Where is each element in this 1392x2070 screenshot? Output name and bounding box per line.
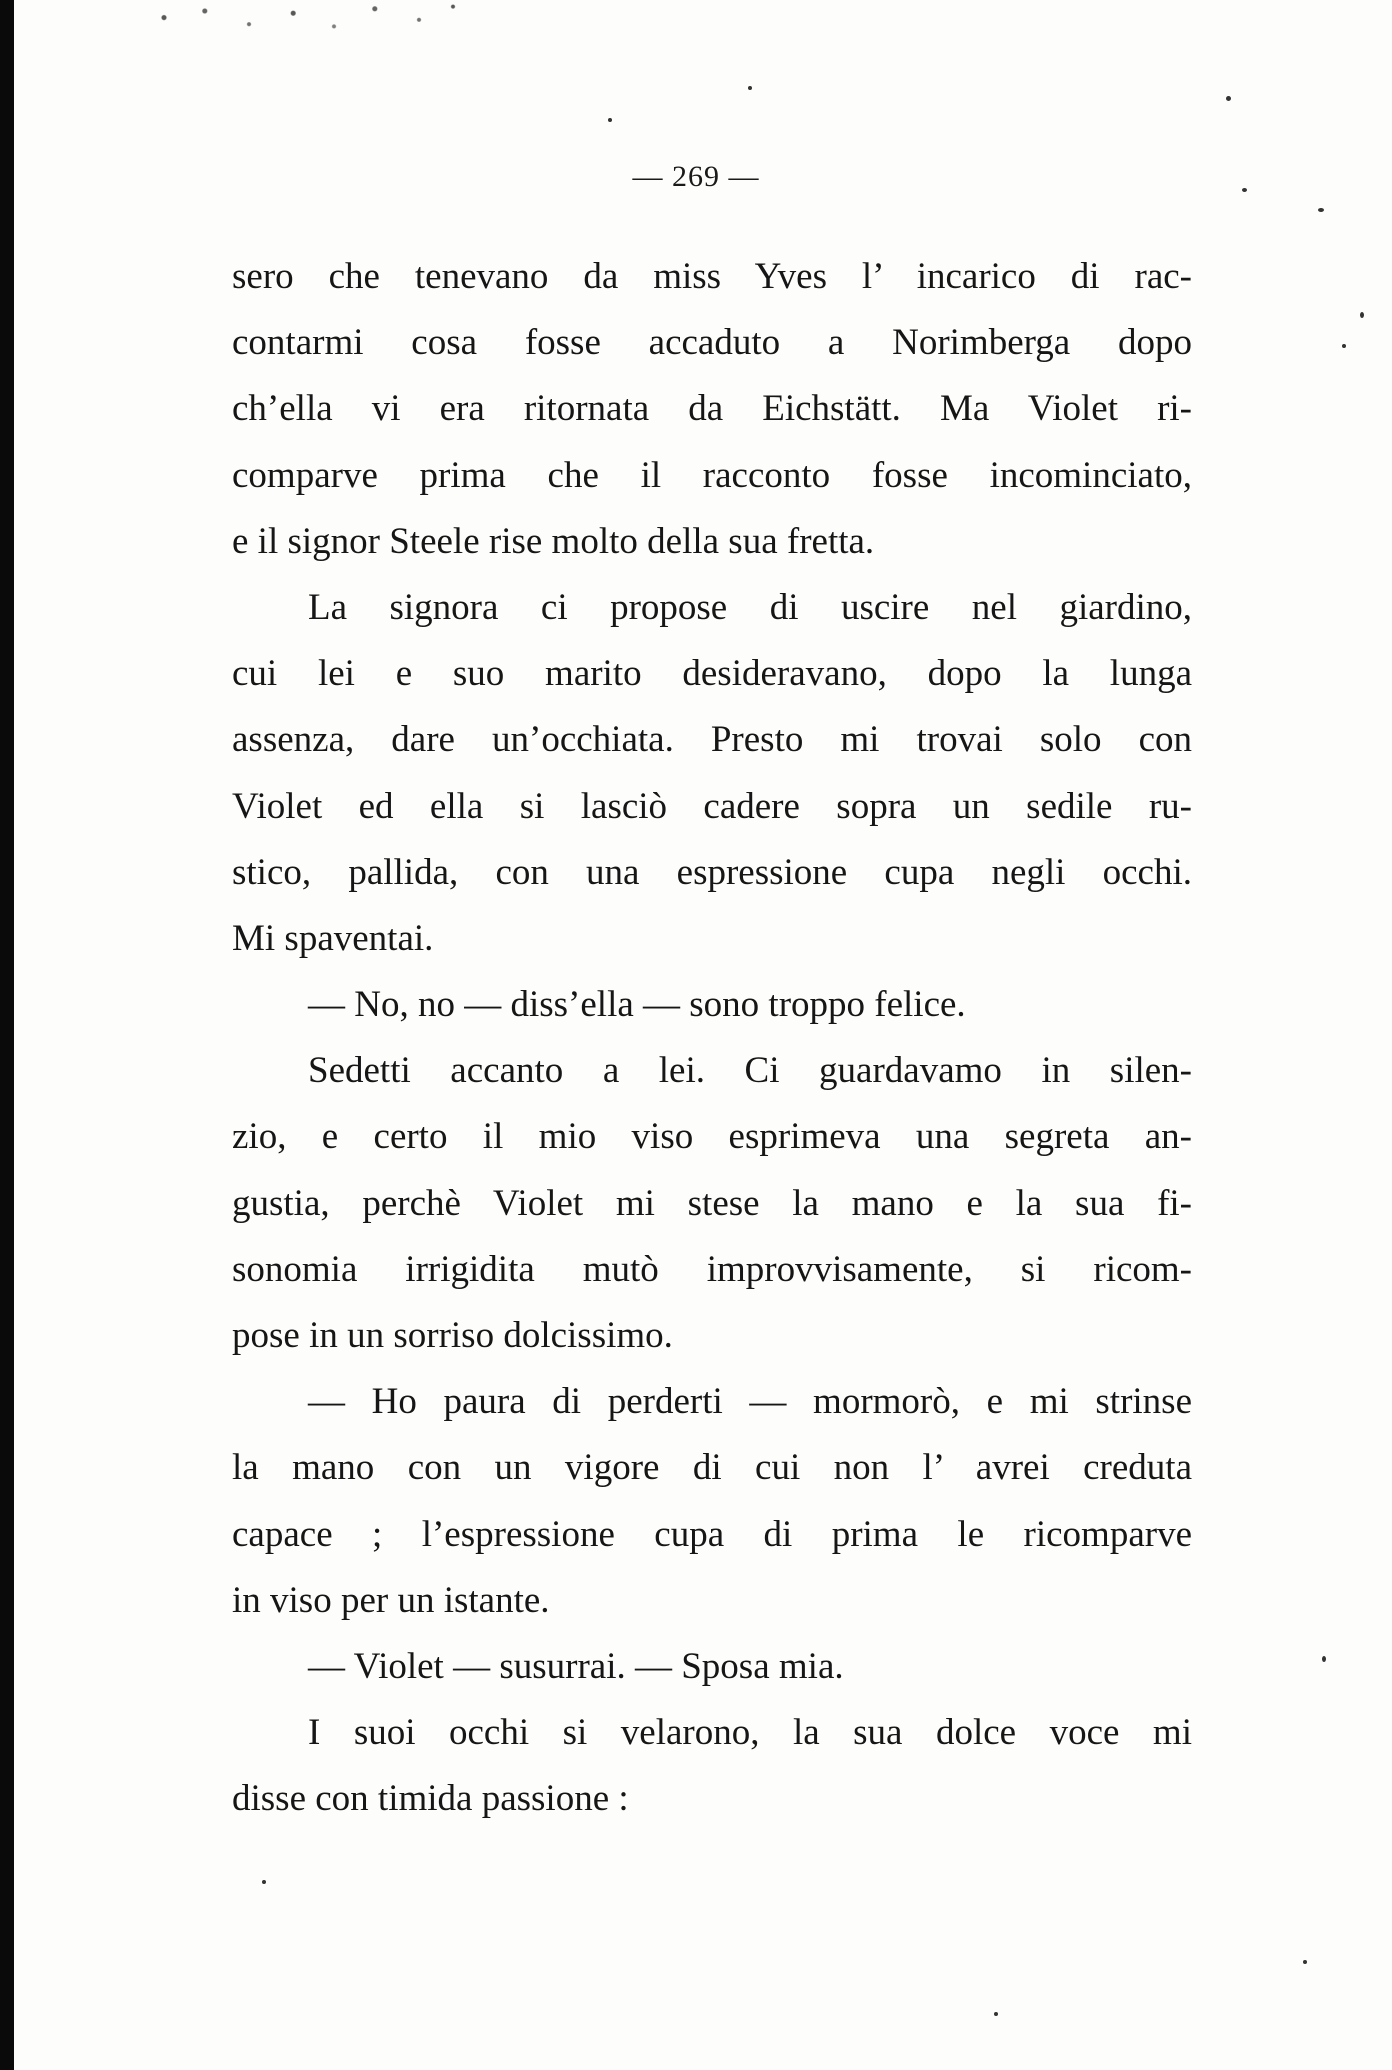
text-line: la mano con un vigore di cui non l’ avrei creduta <box>232 1447 1192 1489</box>
print-speck <box>608 118 612 122</box>
body-text <box>232 244 1192 1833</box>
text-line: assenza, dare un’occhiata. Presto mi trovai solo con <box>232 719 1192 761</box>
print-speck <box>1318 208 1324 212</box>
text-line: e il signor Steele rise molto della sua fretta. <box>232 520 875 562</box>
print-speck <box>1226 96 1231 101</box>
text-line: — No, no — diss’ella — sono troppo felice. <box>308 984 966 1026</box>
text-line: — Ho paura di perderti — mormorò, e mi strinse <box>308 1381 1192 1423</box>
print-speck <box>1322 1656 1326 1662</box>
text-line: in viso per un istante. <box>232 1579 550 1621</box>
print-speck <box>1303 1960 1307 1964</box>
print-speck <box>748 86 752 90</box>
text-line: — Violet — susurrai. — Sposa mia. <box>308 1645 844 1687</box>
text-line: disse con timida passione : <box>232 1778 629 1820</box>
text-line: stico, pallida, con una espressione cupa negli occhi. <box>232 851 1192 893</box>
text-line: cui lei e suo marito desideravano, dopo la lunga <box>232 653 1192 695</box>
text-line: I suoi occhi si velarono, la sua dolce voce mi <box>308 1712 1192 1754</box>
print-speck <box>994 2012 998 2016</box>
text-line: pose in un sorriso dolcissimo. <box>232 1315 673 1356</box>
text-line: zio, e certo il mio viso esprimeva una segreta an- <box>232 1116 1192 1158</box>
text-line: La signora ci propose di uscire nel giardino, <box>308 586 1192 628</box>
print-speck <box>1342 344 1346 348</box>
text-line: sero che tenevano da miss Yves l’ incarico di rac- <box>232 256 1192 297</box>
print-speckles <box>130 0 470 44</box>
print-speck <box>1360 312 1364 318</box>
text-line: Sedetti accanto a lei. Ci guardavamo in silen- <box>308 1050 1192 1092</box>
text-line: sonomia irrigidita mutò improvvisamente, si ricom- <box>232 1248 1192 1290</box>
text-line: Violet ed ella si lasciò cadere sopra un sedile ru- <box>232 785 1192 827</box>
page-number: — 269 — <box>632 160 760 193</box>
text-line: contarmi cosa fosse accaduto a Norimberga dopo <box>232 322 1192 364</box>
text-line: ch’ella vi era ritornata da Eichstätt. Ma Violet ri- <box>232 388 1192 430</box>
print-speck <box>262 1880 266 1884</box>
text-line: comparve prima che il racconto fosse incominciato, <box>232 454 1192 496</box>
text-line: capace ; l’espressione cupa di prima le ricomparve <box>232 1513 1192 1555</box>
page-binding-edge <box>0 0 14 2070</box>
text-line: gustia, perchè Violet mi stese la mano e la sua fi- <box>232 1182 1192 1224</box>
text-line: Mi spaventai. <box>232 917 434 959</box>
